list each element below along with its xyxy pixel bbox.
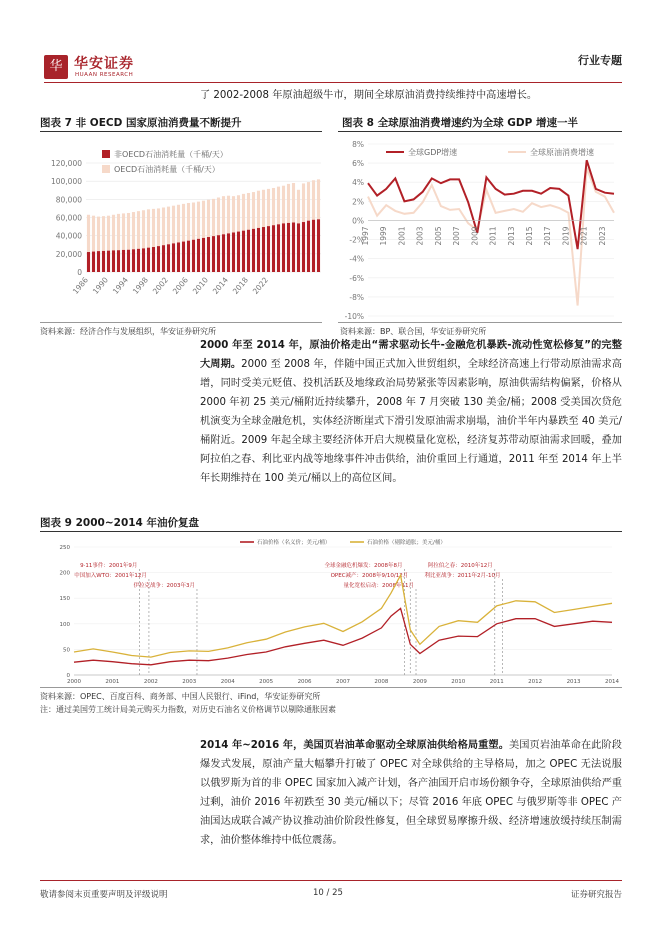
- intro-line: 了 2002-2008 年原油超级牛市，期间全球原油消费持续维持中高速增长。: [200, 90, 538, 101]
- fig7-source: 资料来源：经济合作与发展组织，华安证券研究所: [40, 327, 216, 336]
- fig9-x-tick-label: 2014: [605, 679, 619, 685]
- fig9-chart: [40, 533, 622, 685]
- fig7-bar-non-oecd: [122, 250, 125, 272]
- fig7-bar-oecd: [232, 196, 235, 232]
- fig7-bar-oecd: [242, 194, 245, 231]
- fig7-bar-non-oecd: [177, 242, 180, 272]
- fig7-y-tick-label: 80,000: [55, 195, 82, 205]
- fig7-bar-non-oecd: [182, 242, 185, 272]
- fig7-bar-non-oecd: [192, 240, 195, 272]
- fig9-x-tick-label: 2012: [528, 679, 543, 685]
- fig7-bar-oecd: [162, 208, 165, 246]
- fig9-x-tick-label: 2002: [143, 679, 158, 685]
- fig8-x-tick-label: 2017: [543, 226, 553, 246]
- page-number: 10 / 25: [313, 888, 343, 898]
- fig8-y-tick-label: 2%: [352, 197, 364, 207]
- fig7-bar-non-oecd: [117, 250, 120, 272]
- fig7-bar-oecd: [227, 196, 230, 234]
- paragraph-2000-2014: [200, 336, 622, 488]
- fig7-bottom-rule: [40, 322, 322, 323]
- fig7-bar-non-oecd: [187, 241, 190, 272]
- section-label: 行业专题: [578, 54, 622, 67]
- fig7-bar-oecd: [207, 200, 210, 237]
- fig7-bar-oecd: [172, 206, 175, 244]
- fig7-y-tick-label: 0: [77, 268, 82, 277]
- fig7-bar-non-oecd: [217, 235, 220, 272]
- fig9-x-tick-label: 2011: [489, 679, 504, 685]
- fig9-y-tick-label: 50: [63, 647, 70, 654]
- fig7-bar-non-oecd: [112, 250, 115, 272]
- fig7-bar-non-oecd: [137, 249, 140, 272]
- fig7-bar-oecd: [137, 211, 140, 249]
- fig9-y-tick-label: 250: [59, 545, 70, 551]
- fig7-bar-non-oecd: [282, 223, 285, 272]
- fig7-bar-oecd: [272, 188, 275, 225]
- fig7-bar-non-oecd: [272, 225, 275, 272]
- fig9-bottom-rule: [40, 687, 622, 688]
- fig7-bar-oecd: [197, 202, 200, 239]
- fig9-y-tick-label: 200: [59, 570, 70, 577]
- fig7-bar-oecd: [277, 187, 280, 225]
- fig7-bar-oecd: [147, 209, 150, 247]
- fig7-bar-oecd: [312, 180, 315, 220]
- fig8-x-tick-label: 2003: [415, 226, 425, 246]
- fig7-chart: [36, 135, 326, 325]
- fig7-y-tick-label: 40,000: [55, 231, 82, 241]
- fig7-bar-non-oecd: [287, 223, 290, 272]
- fig7-bar-oecd: [112, 215, 115, 251]
- fig7-x-tick-label: 2022: [250, 275, 271, 296]
- fig7-bar-non-oecd: [237, 232, 240, 272]
- fig7-bar-non-oecd: [292, 222, 295, 272]
- fig7-bar-oecd: [132, 212, 135, 249]
- fig7-bar-non-oecd: [262, 227, 265, 272]
- fig7-bar-oecd: [292, 183, 295, 223]
- fig7-bar-non-oecd: [97, 251, 100, 272]
- fig7-title-rule: [40, 131, 322, 132]
- fig7-bar-non-oecd: [127, 250, 130, 272]
- fig9-x-tick-label: 2008: [374, 679, 389, 685]
- fig9-event-label: 伊拉克战争：2003年3月: [133, 583, 195, 589]
- fig7-bar-non-oecd: [102, 251, 105, 272]
- fig9-event-label: 9·11事件：2001年9月: [80, 563, 138, 569]
- fig9-source: 资料来源：OPEC、百度百科、商务部、中国人民银行、iFind，华安证券研究所: [40, 692, 321, 701]
- fig7-x-tick-label: 2010: [190, 275, 211, 296]
- fig9-legend-label: 石油价格（名义价；美元/桶）: [257, 540, 331, 546]
- fig7-bar-non-oecd: [87, 252, 90, 272]
- fig7-bar-oecd: [217, 198, 220, 236]
- fig7-bar-non-oecd: [197, 239, 200, 272]
- fig9-event-label: 量化宽松启动：2008年11月: [343, 583, 415, 589]
- fig7-legend-label: OECD石油消耗量（千桶/天）: [114, 165, 220, 174]
- fig8-y-tick-label: -6%: [349, 273, 364, 283]
- fig8-bottom-rule: [338, 322, 622, 323]
- paragraph2-lead: 2014 年~2016 年，美国页岩油革命驱动全球原油供给格局重塑。: [200, 740, 509, 751]
- fig9-event-label: 阿拉伯之春：2010年12月: [427, 563, 493, 569]
- fig7-bar-oecd: [142, 210, 145, 248]
- fig9-event-label: 全球金融危机爆发：2008年8月: [324, 563, 403, 569]
- fig7-bar-oecd: [192, 203, 195, 240]
- fig8-x-tick-label: 2023: [597, 226, 607, 246]
- fig8-y-tick-label: -2%: [349, 235, 364, 245]
- fig7-bar-non-oecd: [132, 249, 135, 272]
- fig7-bar-non-oecd: [202, 238, 205, 272]
- fig9-y-tick-label: 100: [59, 621, 70, 628]
- fig7-bar-non-oecd: [302, 222, 305, 272]
- fig8-x-tick-label: 2021: [579, 226, 589, 246]
- fig7-bar-oecd: [257, 191, 260, 228]
- fig7-legend-label: 非OECD石油消耗量（千桶/天）: [114, 150, 228, 159]
- fig7-bar-oecd: [302, 183, 305, 222]
- fig9-event-label: 中国加入WTO：2001年12月: [74, 573, 147, 579]
- fig8-x-tick-label: 2013: [506, 226, 516, 246]
- fig7-bar-oecd: [247, 193, 250, 230]
- fig7-bar-non-oecd: [307, 221, 310, 272]
- fig7-bar-oecd: [187, 203, 190, 241]
- fig9-event-label: OPEC减产：2008年9/10/12月: [330, 573, 409, 579]
- logo-text: 华安证券: [74, 56, 134, 72]
- fig7-bar-oecd: [282, 186, 285, 224]
- fig8-x-tick-label: 2019: [561, 226, 571, 246]
- fig7-bar-oecd: [97, 217, 100, 252]
- fig7-bar-non-oecd: [247, 230, 250, 272]
- fig9-event-label: 利比亚战争：2011年2月-10月: [424, 573, 501, 579]
- fig7-bar-oecd: [177, 205, 180, 243]
- fig7-x-tick-label: 2014: [210, 275, 231, 296]
- fig7-bar-non-oecd: [232, 232, 235, 272]
- fig7-bar-non-oecd: [252, 229, 255, 272]
- fig7-bar-oecd: [252, 192, 255, 229]
- fig7-x-tick-label: 2018: [230, 275, 251, 296]
- fig7-bar-oecd: [267, 189, 270, 226]
- fig8-chart: [334, 135, 624, 325]
- fig9-x-tick-label: 2004: [220, 679, 235, 685]
- logo-mark: 华: [44, 55, 68, 79]
- fig7-bar-non-oecd: [147, 248, 150, 272]
- footer-disclaimer: 敬请参阅末页重要声明及评级说明: [40, 890, 168, 900]
- fig7-bar-oecd: [237, 195, 240, 231]
- fig9-y-tick-label: 0: [66, 673, 70, 679]
- fig7-bar-non-oecd: [267, 226, 270, 272]
- fig8-title-rule: [338, 131, 622, 132]
- fig7-bar-oecd: [167, 207, 170, 245]
- fig9-y-tick-label: 150: [59, 596, 70, 603]
- fig7-bar-oecd: [182, 204, 185, 242]
- fig7-bar-oecd: [297, 190, 300, 224]
- fig7-bar-non-oecd: [257, 228, 260, 272]
- fig7-y-tick-label: 120,000: [50, 159, 82, 168]
- fig7-bar-non-oecd: [212, 236, 215, 272]
- fig7-bar-oecd: [107, 216, 110, 251]
- fig7-bar-non-oecd: [167, 244, 170, 272]
- fig7-bar-oecd: [212, 199, 215, 236]
- fig7-bar-non-oecd: [172, 243, 175, 272]
- fig9-x-tick-label: 2013: [566, 679, 581, 685]
- fig8-y-tick-label: -10%: [344, 312, 364, 321]
- fig7-bar-oecd: [152, 209, 155, 247]
- fig9-x-tick-label: 2010: [451, 679, 466, 685]
- fig7-bar-oecd: [102, 216, 105, 251]
- fig7-bar-non-oecd: [162, 245, 165, 272]
- fig8-y-tick-label: 0%: [352, 216, 364, 226]
- fig7-y-tick-label: 20,000: [55, 249, 82, 259]
- fig7-bar-oecd: [262, 190, 265, 227]
- fig8-y-tick-label: -4%: [349, 254, 364, 264]
- fig8-x-tick-label: 2001: [397, 226, 407, 246]
- fig7-title: 图表 7 非 OECD 国家原油消费量不断提升: [40, 117, 242, 129]
- fig7-bar-oecd: [287, 184, 290, 223]
- fig9-legend-label: 石油价格（剔除通胀；美元/桶）: [367, 540, 446, 546]
- fig7-bar-non-oecd: [207, 237, 210, 272]
- fig9-x-tick-label: 2000: [67, 679, 81, 685]
- fig7-legend-swatch: [102, 150, 110, 158]
- fig7-bar-oecd: [157, 208, 160, 246]
- fig7-x-tick-label: 1998: [130, 275, 151, 296]
- fig9-note: 注：通过美国劳工统计局美元购买力指数，对历史石油名义价格调节以剔除通胀因素: [40, 705, 336, 714]
- fig7-y-tick-label: 60,000: [55, 213, 82, 223]
- fig9-title: 图表 9 2000~2014 年油价复盘: [40, 517, 200, 529]
- fig9-x-tick-label: 2006: [297, 679, 312, 685]
- fig7-bar-non-oecd: [317, 219, 320, 272]
- fig7-bar-non-oecd: [227, 233, 230, 272]
- fig9-title-rule: [40, 531, 622, 532]
- fig9-x-tick-label: 2003: [182, 679, 197, 685]
- fig7-y-tick-label: 100,000: [50, 177, 82, 187]
- fig7-bar-non-oecd: [157, 246, 160, 272]
- fig8-y-tick-label: -8%: [349, 292, 364, 302]
- fig8-x-tick-label: 2011: [488, 226, 498, 246]
- fig8-x-tick-label: 1999: [379, 226, 389, 246]
- fig8-y-tick-label: 6%: [352, 159, 364, 169]
- fig8-y-tick-label: 8%: [352, 140, 364, 149]
- fig8-legend-label: 全球GDP增速: [408, 148, 458, 157]
- fig9-x-tick-label: 2005: [259, 679, 274, 685]
- fig7-bar-non-oecd: [142, 248, 145, 272]
- fig7-bar-non-oecd: [92, 252, 95, 272]
- fig7-bar-non-oecd: [312, 220, 315, 272]
- fig8-source: 资料来源：BP、联合国，华安证券研究所: [340, 327, 487, 336]
- fig7-bar-oecd: [117, 214, 120, 250]
- fig8-y-tick-label: 4%: [352, 178, 364, 188]
- paragraph-lead: 2000 年至 2014 年，原油价格走出“需求驱动长牛-金融危机暴跌-流动性宽松修复”的完整大周期。: [200, 340, 622, 370]
- paragraph2-body: 美国页岩油革命在此阶段爆发式发展，原油产量大幅攀升打破了 OPEC 对全球供给的主导格局，加之 OPEC 无法说服以俄罗斯为首的非 OPEC 国家加入减产计划，各产油国开启市场份额争夺，全球原油供给严重过剩，油价 2016 年初跌至 30 美元/桶以下；尽管 2016 年底 OPEC 与俄罗斯等非 OPEC 产油国达成联合减产协议推动油价阶段性修复，但全球贸易摩擦升级、经济增速放缓持续压制需求，油价整体维持中低位震荡。: [200, 740, 622, 846]
- fig8-x-tick-label: 2009: [470, 226, 480, 246]
- fig8-title: 图表 8 全球原油消费增速约为全球 GDP 增速一半: [342, 117, 578, 129]
- fig7-x-tick-label: 1986: [70, 275, 91, 296]
- fig8-x-tick-label: 2015: [525, 226, 534, 246]
- fig8-legend-label: 全球原油消费增速: [530, 148, 594, 157]
- paragraph-body: 2000 至 2008 年，伴随中国正式加入世贸组织，全球经济高速上行带动原油需求高增，同时受美元贬值、投机活跃及地缘政治局势紧张等因素影响，原油供需结构偏紧，价格从 2000 年初 25 美元/桶附近持续攀升，2008 年 7 月突破 130 美金/桶；2008 受美国次贷危机演变为全球金融危机，实体经济断崖式下滑引发原油需求崩塌，油价半年内暴跌至 40 美元/桶附近。2009 年起全球主要经济体开启大规模量化宽松，经济复苏带动原油需求回暖，叠加阿拉伯之春、利比亚内战等地缘事件冲击供给，油价重回上行通道，2011 年至 2014 年上半年长期维持在 100 美元/桶以上的高位区间。: [200, 359, 622, 484]
- fig7-bar-non-oecd: [297, 223, 300, 272]
- fig7-bar-non-oecd: [222, 234, 225, 272]
- fig9-x-tick-label: 2001: [105, 679, 120, 685]
- fig7-bar-oecd: [202, 201, 205, 238]
- fig7-bar-oecd: [222, 196, 225, 234]
- logo-subtext: HUAAN RESEARCH: [75, 72, 134, 78]
- fig7-legend-swatch: [102, 165, 110, 173]
- fig8-x-tick-label: 2005: [433, 226, 443, 246]
- fig7-bar-oecd: [307, 182, 310, 221]
- fig7-x-tick-label: 2002: [150, 275, 171, 296]
- fig9-x-tick-label: 2007: [336, 679, 350, 685]
- fig7-bar-oecd: [92, 216, 95, 252]
- fig7-bar-non-oecd: [277, 224, 280, 272]
- fig7-x-tick-label: 1994: [110, 275, 131, 296]
- paragraph-2014-2016: [200, 736, 622, 850]
- fig8-x-tick-label: 1997: [361, 226, 370, 246]
- footer-divider: [40, 880, 622, 881]
- fig7-bar-non-oecd: [152, 247, 155, 272]
- footer-report-type: 证券研究报告: [570, 890, 622, 900]
- fig7-bar-oecd: [317, 179, 320, 219]
- fig7-bar-oecd: [122, 213, 125, 250]
- fig7-bar-non-oecd: [242, 231, 245, 272]
- header-divider: [44, 82, 622, 83]
- fig7-x-tick-label: 1990: [90, 275, 111, 296]
- fig7-x-tick-label: 2006: [170, 275, 191, 296]
- fig9-x-tick-label: 2009: [412, 679, 427, 685]
- fig7-bar-oecd: [87, 215, 90, 252]
- fig7-bar-non-oecd: [107, 251, 110, 272]
- fig7-bar-oecd: [127, 213, 130, 250]
- fig8-x-tick-label: 2007: [452, 226, 462, 246]
